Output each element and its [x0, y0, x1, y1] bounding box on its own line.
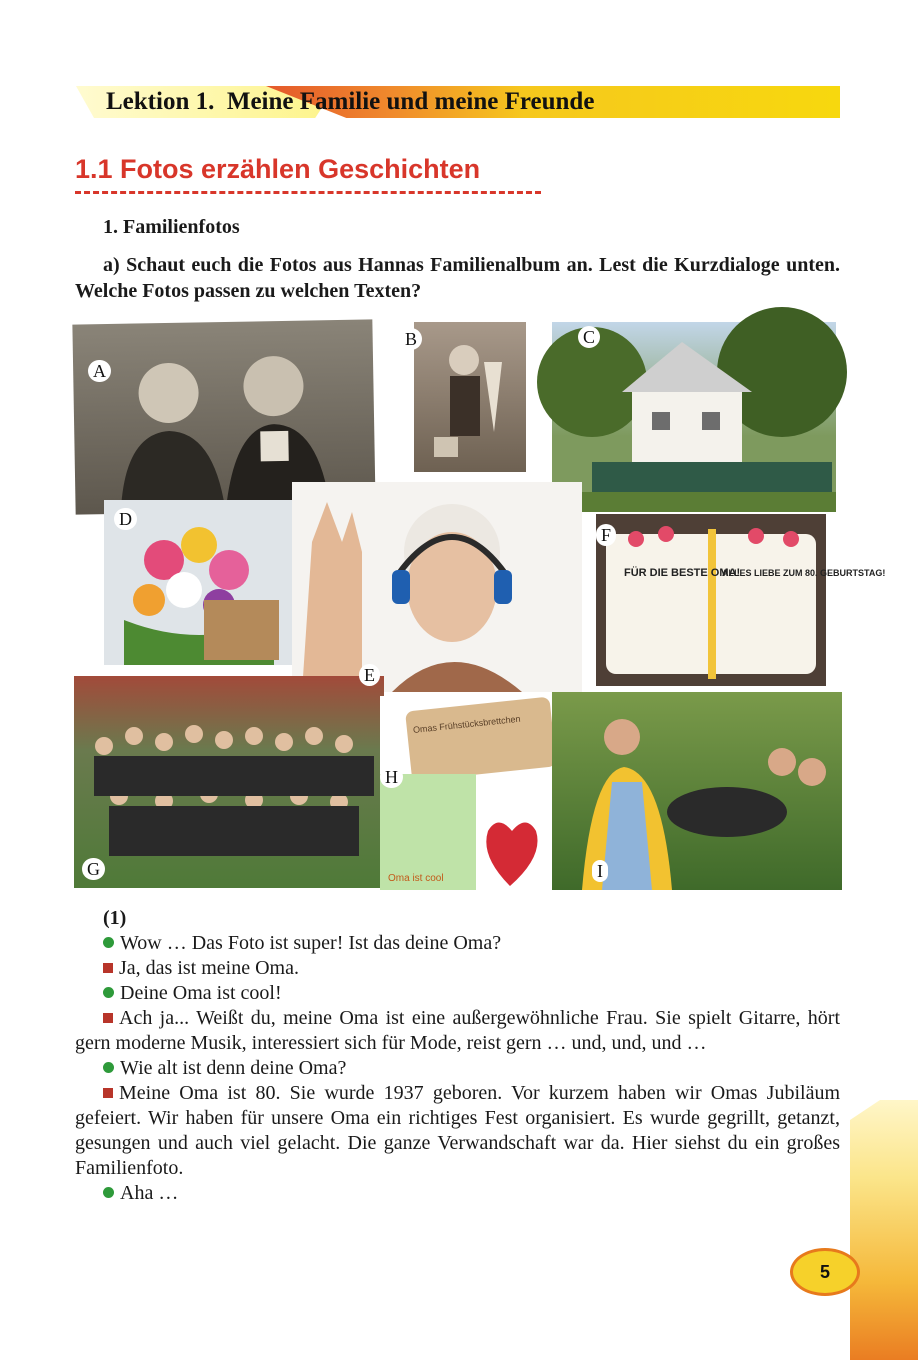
dialog-line-text: Deine Oma ist cool!	[120, 982, 282, 1004]
page-number: 5	[790, 1248, 860, 1296]
dialog-line	[75, 981, 840, 1006]
red-square-bullet	[103, 1013, 113, 1023]
dialog-line-text: Meine Oma ist 80. Sie wurde 1937 geboren. Vor kurzem haben wir Omas Jubiläum gefeiert. Wir haben für unsere Oma ein richtiges Fest organisiert. Es wurde gegrillt, getanzt, gesungen und auch viel gelacht. Die ganze Verwandschaft war da. Hier siehst du ein großes Familienfoto.	[75, 1082, 840, 1179]
dialog-line	[75, 1056, 840, 1081]
dialog-line	[75, 931, 840, 956]
photo-h-gifts	[380, 696, 560, 892]
child-image	[414, 322, 526, 472]
photo-label-e: E	[359, 664, 380, 686]
banner-text	[106, 88, 594, 116]
section-underline	[75, 191, 541, 194]
cake-text-left: FÜR DIE BESTE OMA!	[624, 567, 741, 579]
section-title: 1.1 Fotos erzählen Geschichten	[75, 154, 481, 184]
red-square-bullet	[103, 1088, 113, 1098]
photo-label-h: H	[380, 766, 403, 788]
dialog-line	[75, 1181, 840, 1206]
photo-c-house	[552, 322, 836, 512]
dialog-1	[75, 906, 840, 1206]
photo-label-a: A	[88, 360, 111, 382]
dialog-number: (1)	[103, 907, 127, 929]
green-dot-bullet	[103, 987, 114, 998]
grandma-image	[292, 482, 582, 692]
dialog-line-text: Aha …	[120, 1182, 179, 1204]
photo-label-f: F	[596, 524, 616, 546]
gifts-image	[380, 696, 560, 892]
photo-collage	[74, 320, 886, 892]
photo-e-grandma	[292, 482, 582, 692]
red-square-bullet	[103, 963, 113, 973]
lesson-number: Lektion 1.	[106, 88, 215, 115]
board-text: Omas Frühstücksbrettchen	[412, 713, 521, 735]
photo-f-cake	[596, 514, 886, 686]
dialog-line-text: Wie alt ist denn deine Oma?	[120, 1057, 347, 1079]
green-dot-bullet	[103, 1062, 114, 1073]
cake-text-right: ALLES LIEBE ZUM 80. GEBURTSTAG!	[722, 568, 886, 578]
dialog-line	[75, 1081, 840, 1181]
green-dot-bullet	[103, 1187, 114, 1198]
green-dot-bullet	[103, 937, 114, 948]
house-image	[552, 322, 836, 512]
dialog-line-text: Wow … Das Foto ist super! Ist das deine Oma?	[120, 932, 502, 954]
cake-image	[596, 514, 886, 686]
family-group-image	[74, 676, 384, 888]
page-side-decoration	[850, 1100, 918, 1360]
photo-label-d: D	[114, 508, 137, 530]
drawing-text: Oma ist cool	[388, 873, 444, 884]
photo-g-family-group	[74, 676, 384, 888]
exercise-heading: 1. Familienfotos	[103, 216, 240, 238]
dialog-line	[75, 956, 840, 981]
photo-label-i: I	[592, 860, 608, 882]
dialog-line-text: Ja, das ist meine Oma.	[119, 957, 299, 979]
dialog-line-text: Ach ja... Weißt du, meine Oma ist eine außergewöhnliche Frau. Sie spielt Gitarre, hört gern moderne Musik, interessiert sich für Mode, reist gern … und, und, und …	[75, 1007, 840, 1054]
photo-label-c: C	[578, 326, 600, 348]
photo-label-g: G	[82, 858, 105, 880]
dialog-line	[75, 1006, 840, 1056]
exercise-task: a) Schaut euch die Fotos aus Hannas Familienalbum an. Lest die Kurzdialoge unten. Welche Fotos passen zu welchen Texten?	[75, 254, 840, 302]
lesson-banner	[76, 86, 840, 118]
photo-b-school-child	[414, 322, 526, 472]
photo-label-b: B	[400, 328, 422, 350]
lesson-title: Meine Familie und meine Freunde	[226, 88, 595, 115]
